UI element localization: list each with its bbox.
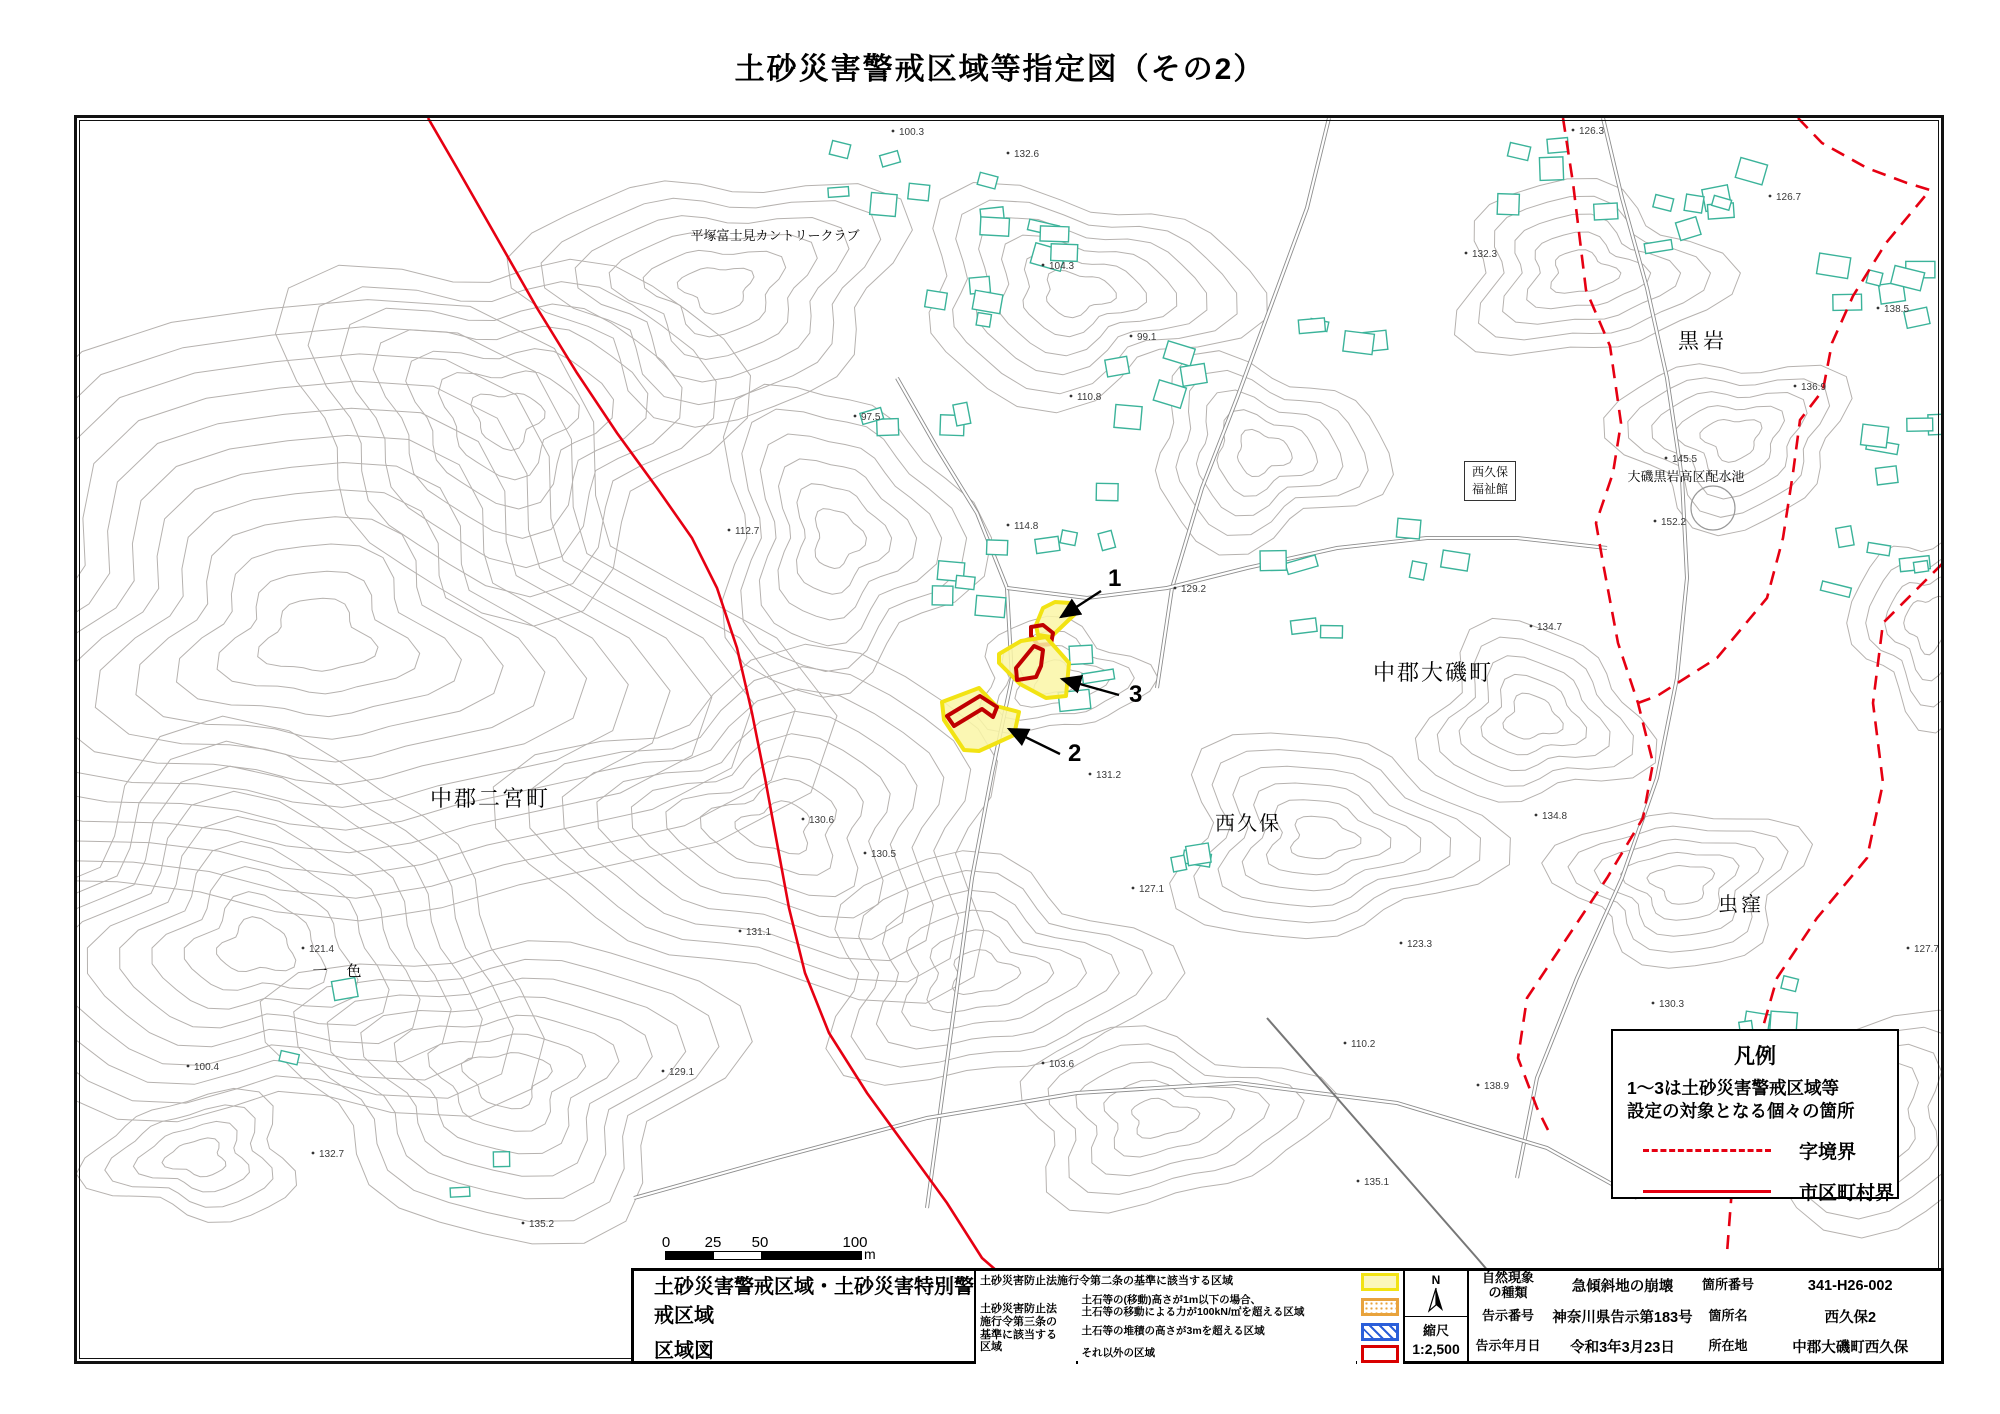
scale-cell <box>1405 1316 1467 1362</box>
legend-row2-desc <box>1078 1294 1356 1321</box>
elevation-label: 131.2 <box>1096 770 1122 781</box>
footer-band <box>631 1268 1944 1364</box>
desc-line: 土石等の堆積の高さが3mを超える区域 <box>1081 1325 1265 1338</box>
warning-area-1 <box>1036 602 1075 637</box>
elevation-label: 100.4 <box>194 1062 220 1073</box>
sheet-title-line1: 土砂災害警戒区域・土砂災害特別警戒区域 <box>654 1275 974 1327</box>
group-label-line: 基準に該当する <box>980 1328 1057 1341</box>
elevation-label: 132.7 <box>319 1149 345 1160</box>
north-label: N <box>1431 1273 1441 1288</box>
elevation-label: 112.7 <box>735 526 760 537</box>
elevation-label: 134.7 <box>1537 622 1563 633</box>
scale-bar <box>652 1234 892 1266</box>
elevation-label: 134.8 <box>1542 811 1568 822</box>
facility-label-line1: 西久保 <box>1471 465 1508 479</box>
elevation-label: 110.8 <box>1077 392 1102 403</box>
facility-label-line2: 福祉館 <box>1471 482 1508 497</box>
info-value-notice-number: 神奈川県告示第183号 <box>1549 1302 1697 1331</box>
legend-title: 凡例 <box>1734 1045 1776 1068</box>
elevation-label: 130.6 <box>809 815 835 826</box>
place-label: 中郡大磯町 <box>1372 660 1494 685</box>
scale-label: 縮尺 <box>1422 1323 1449 1339</box>
place-label: 西久保 <box>1215 813 1281 835</box>
elevation-label: 135.1 <box>1364 1177 1390 1188</box>
swatch-warning-yellow <box>1357 1271 1403 1292</box>
callout-number-1: 1 <box>1108 565 1122 592</box>
elevation-label: 100.3 <box>899 127 925 138</box>
scale-segment <box>761 1252 861 1259</box>
north-arrow-icon <box>1427 1287 1445 1313</box>
group-label-line: 土砂災害防止法 <box>980 1303 1057 1316</box>
dashed-red-line-sample <box>1643 1149 1771 1152</box>
elevation-label: 132.3 <box>1472 249 1498 260</box>
place-label: 虫窪 <box>1718 894 1764 916</box>
scale-tick-0: 0 <box>661 1234 671 1251</box>
elevation-label: 131.1 <box>746 927 772 938</box>
scale-unit-label: m <box>864 1246 876 1262</box>
group-label-line: 区域 <box>980 1341 1002 1354</box>
label-line: の種類 <box>1488 1284 1528 1300</box>
legend-row3-desc <box>1078 1322 1356 1342</box>
place-label: 大磯黒岩高区配水池 <box>1627 469 1745 484</box>
swatch-special-red <box>1357 1344 1403 1364</box>
swatch-special-blue <box>1357 1322 1403 1342</box>
hazard-zone-legend-table <box>976 1271 1403 1361</box>
info-label-site-number: 箇所番号 <box>1698 1271 1758 1300</box>
legend-item-label: 市区町村界 <box>1799 1182 1895 1204</box>
elevation-label: 152.2 <box>1661 517 1687 528</box>
north-indicator <box>1405 1271 1467 1316</box>
legend-item-label: 字境界 <box>1799 1141 1857 1163</box>
info-value-site-number: 341-H26-002 <box>1760 1271 1942 1300</box>
elevation-label: 121.4 <box>309 944 335 955</box>
legend-note-line1: 1～3は土砂災害警戒区域等 <box>1627 1078 1839 1098</box>
place-label: 一 色 <box>312 963 364 980</box>
elevation-label: 136.9 <box>1801 382 1827 393</box>
elevation-label: 145.5 <box>1672 454 1698 465</box>
sheet-title-cell <box>634 1271 974 1361</box>
info-label-notice-number: 告示番号 <box>1469 1302 1547 1331</box>
group-label-line: 施行令第三条の <box>980 1315 1057 1328</box>
elevation-label: 104.3 <box>1049 261 1075 272</box>
orange-dotted-swatch <box>1361 1298 1399 1316</box>
elevation-label: 132.6 <box>1014 149 1040 160</box>
info-label-site-name: 箇所名 <box>1698 1302 1758 1331</box>
north-scale-cell <box>1405 1271 1467 1361</box>
municipal-boundary-line <box>428 118 1005 1278</box>
scale-segment <box>666 1252 714 1259</box>
elevation-label: 103.6 <box>1049 1059 1075 1070</box>
solid-red-line-sample <box>1643 1190 1771 1193</box>
elevation-label: 138.9 <box>1484 1081 1510 1092</box>
scale-tick-50: 50 <box>751 1234 769 1251</box>
elevation-label: 127.1 <box>1139 884 1165 895</box>
elevation-label: 130.3 <box>1659 999 1685 1010</box>
legend-item-aza-boundary <box>1643 1137 1897 1164</box>
legend-row1-label: 土砂災害防止法施行令第二条の基準に該当する区域 <box>976 1271 1356 1292</box>
elevation-label: 110.2 <box>1351 1039 1376 1050</box>
desc-line: 土石等の(移動)高さが1m以下の場合、 <box>1081 1294 1262 1307</box>
legend-note-line2: 設定の対象となる個々の箇所 <box>1627 1100 1855 1121</box>
place-label: 中郡二宮町 <box>429 786 551 811</box>
notice-info-table <box>1469 1271 1941 1361</box>
scale-value: 1:2,500 <box>1412 1341 1460 1358</box>
info-label-notice-date: 告示年月日 <box>1469 1332 1547 1361</box>
place-label: 平塚富士見カントリークラブ <box>690 228 860 243</box>
yellow-area-swatch <box>1361 1273 1399 1291</box>
desc-line: 土石等の移動による力が100kN/㎡を超える区域 <box>1081 1306 1305 1318</box>
info-value-notice-date: 令和3年3月23日 <box>1549 1332 1697 1361</box>
legend-group-label <box>976 1294 1076 1364</box>
callout-arrow-2 <box>1009 729 1060 754</box>
elevation-label: 135.2 <box>529 1219 555 1230</box>
elevation-label: 114.8 <box>1014 521 1039 532</box>
elevation-label: 126.7 <box>1776 192 1802 203</box>
map-legend-box <box>1611 1029 1899 1204</box>
elevation-label: 126.3 <box>1579 126 1605 137</box>
callout-number-2: 2 <box>1068 740 1082 767</box>
legend-item-municipal-boundary <box>1643 1178 1897 1205</box>
facility-label-box <box>1464 461 1516 501</box>
sheet-title-line2: 区域図 <box>654 1339 714 1362</box>
scale-bar-rule <box>665 1251 862 1260</box>
info-label-location: 所在地 <box>1698 1332 1758 1361</box>
elevation-label: 127.7 <box>1914 944 1940 955</box>
info-value-phenomenon: 急傾斜地の崩壊 <box>1549 1271 1697 1300</box>
elevation-label: 138.5 <box>1884 304 1910 315</box>
roads <box>634 118 1687 1208</box>
info-value-site-name: 西久保2 <box>1760 1302 1942 1331</box>
elevation-label: 129.2 <box>1181 584 1207 595</box>
scale-tick-25: 25 <box>704 1234 722 1251</box>
elevation-label: 129.1 <box>669 1067 695 1078</box>
swatch-special-orange <box>1357 1294 1403 1321</box>
place-label: 黒岩 <box>1678 330 1728 353</box>
elevation-label: 123.3 <box>1407 939 1433 950</box>
red-outline-swatch <box>1361 1345 1399 1363</box>
info-value-location: 中郡大磯町西久保 <box>1760 1332 1942 1361</box>
elevation-label: 130.5 <box>871 849 897 860</box>
scale-tick-100: 100 <box>842 1234 868 1251</box>
label-line: 自然現象 <box>1481 1271 1534 1286</box>
blue-hatched-swatch <box>1361 1323 1399 1341</box>
scale-segment <box>714 1252 761 1259</box>
info-label-phenomenon <box>1469 1271 1547 1300</box>
legend-row4-desc <box>1078 1344 1356 1364</box>
elevation-label: 99.1 <box>1137 332 1157 343</box>
elevation-label: 97.5 <box>861 412 881 423</box>
callout-number-3: 3 <box>1129 681 1143 708</box>
scale-bar-ticks <box>652 1234 892 1250</box>
document-title: 土砂災害警戒区域等指定図（その2） <box>734 53 1266 86</box>
desc-line: それ以外の区域 <box>1081 1346 1155 1359</box>
